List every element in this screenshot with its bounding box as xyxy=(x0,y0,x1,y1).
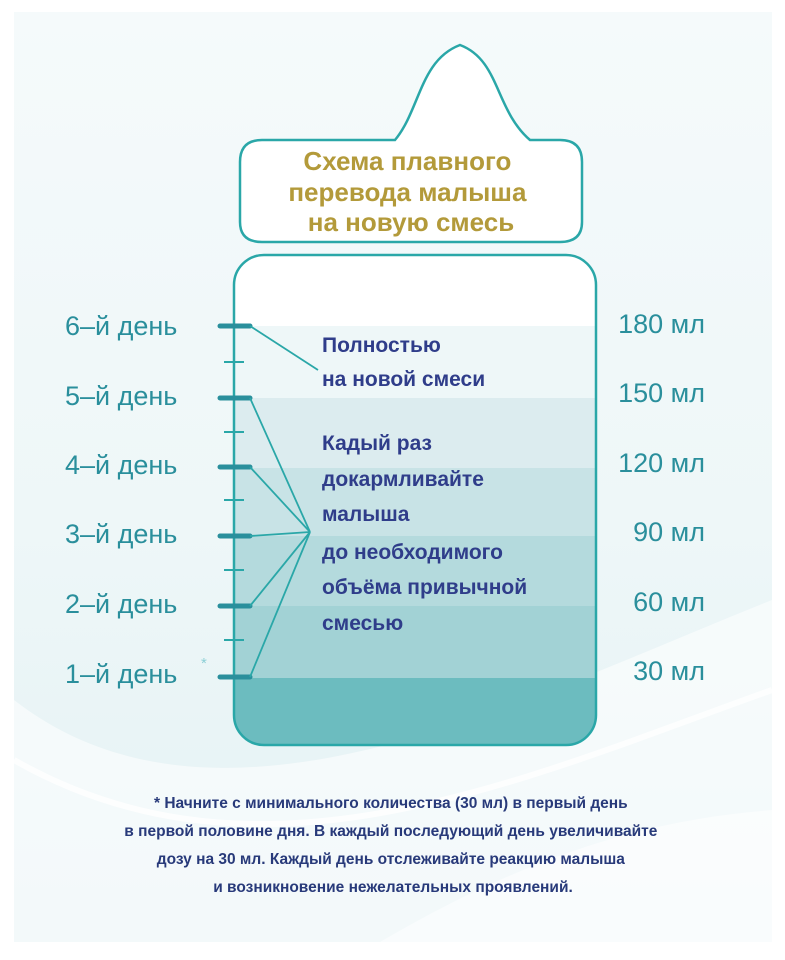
callout-transition-line: малыша xyxy=(322,503,410,526)
day-label: 3–й день xyxy=(65,519,178,549)
title-line: на новую смесь xyxy=(307,207,515,237)
title-line: перевода малыша xyxy=(288,177,527,207)
volume-label: 150 мл xyxy=(618,378,705,408)
bottle-fill-levels xyxy=(234,255,596,745)
day-label: 2–й день xyxy=(65,589,178,619)
day-1-marker: * xyxy=(201,655,207,672)
title-line: Схема плавного xyxy=(303,146,512,176)
footnote-line: и возникновение нежелательных проявлений. xyxy=(213,879,573,896)
footnote-line: дозу на 30 мл. Каждый день отслеживайте реакцию малыша xyxy=(156,851,625,868)
footnote-line: * Начните с минимального количества (30 мл) в первый день xyxy=(153,795,628,812)
callout-full-line: Полностью xyxy=(322,334,441,357)
day-label: 4–й день xyxy=(65,450,178,480)
callout-transition-line: докармливайте xyxy=(322,468,484,491)
callout-full-line: на новой смеси xyxy=(322,368,486,391)
footnote-line: в первой половине дня. В каждый последующий день увеличивайте xyxy=(124,823,658,840)
callout-transition-line: Кадый раз xyxy=(322,432,432,455)
callout-transition-line: до необходимого xyxy=(322,541,503,564)
callout-transition-line: объёма привычной xyxy=(322,576,528,599)
volume-label: 180 мл xyxy=(618,309,705,339)
volume-label: 120 мл xyxy=(618,448,705,478)
volume-label: 90 мл xyxy=(633,517,705,547)
day-label: 6–й день xyxy=(65,311,178,341)
volume-label: 60 мл xyxy=(633,587,705,617)
svg-text:Схема плавного перевода ма xyxy=(288,146,533,237)
callout-transition-line: смесью xyxy=(322,612,404,635)
day-label: 5–й день xyxy=(65,381,178,411)
volume-label: 30 мл xyxy=(633,656,705,686)
day-label: 1–й день xyxy=(65,659,178,689)
